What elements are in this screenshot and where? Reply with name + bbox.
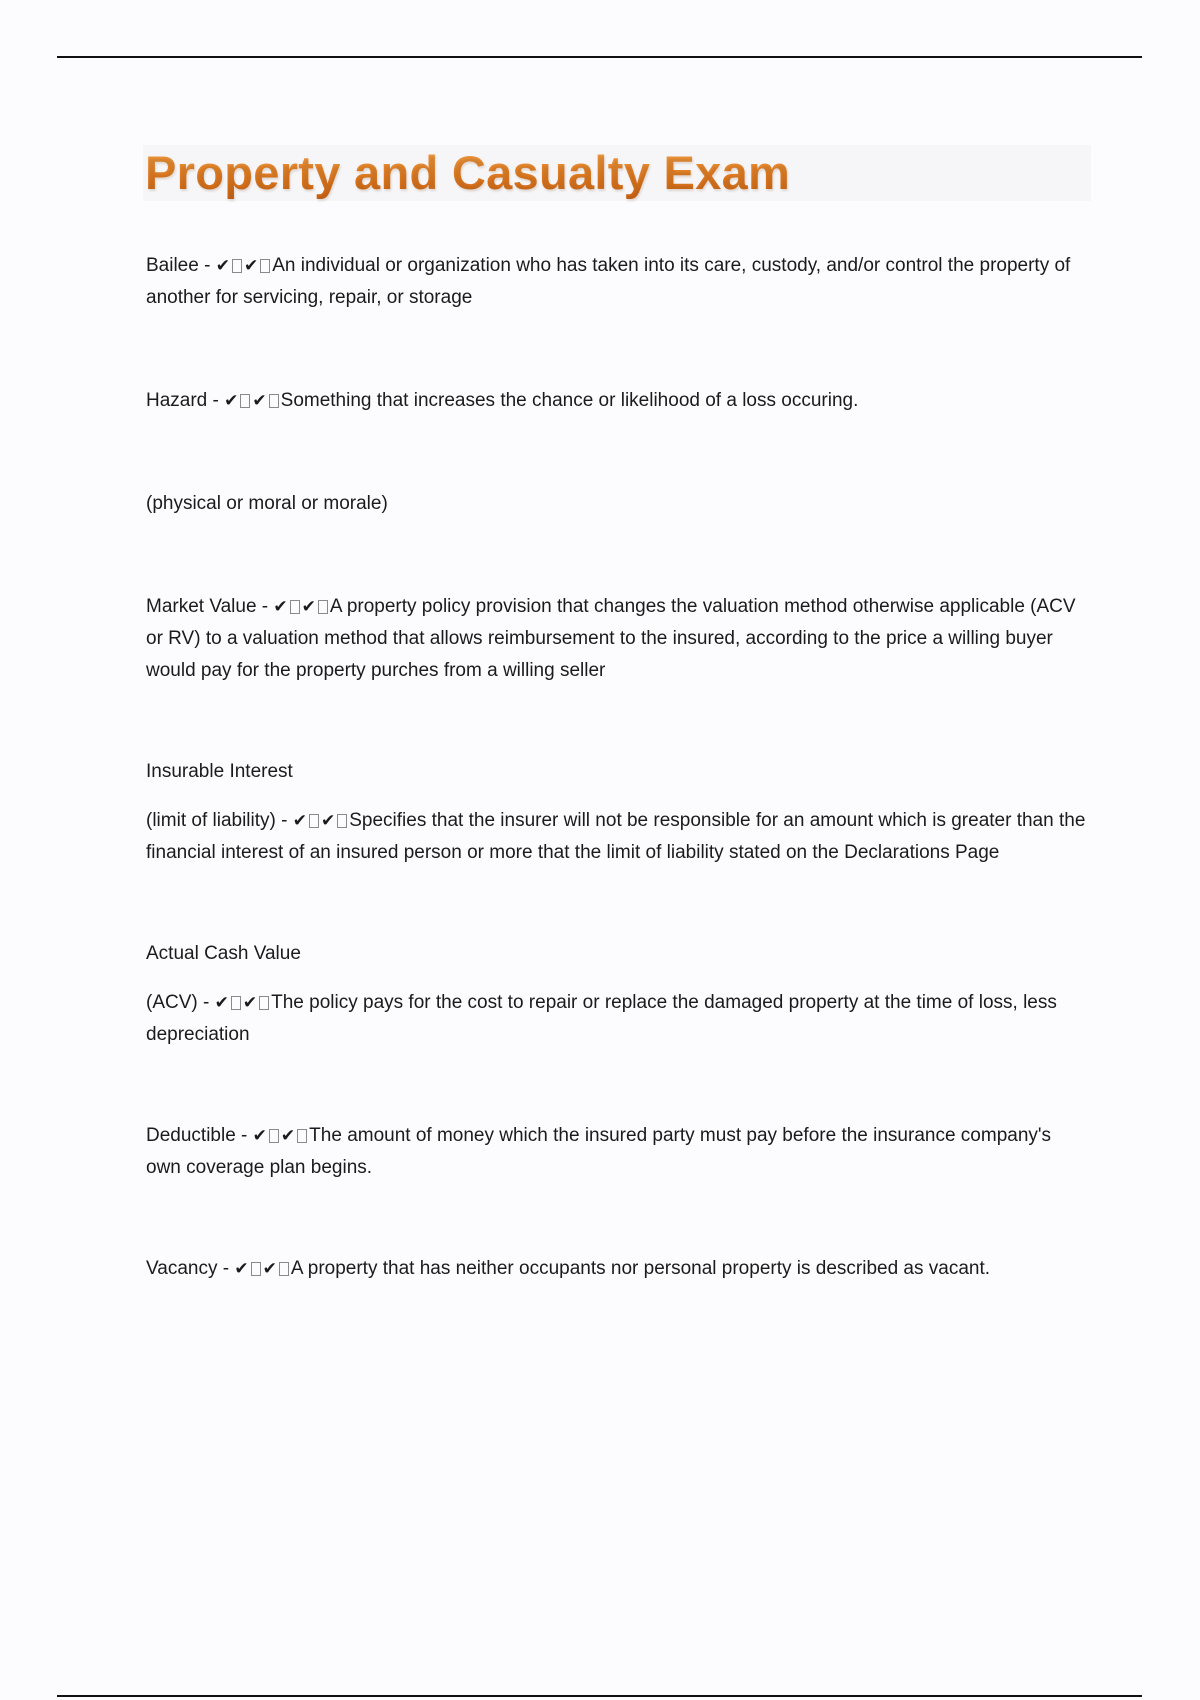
check-icon: ✔ bbox=[280, 1126, 296, 1146]
box-icon bbox=[269, 394, 279, 408]
entry-term: (limit of liability) bbox=[146, 810, 276, 831]
check-icon: ✔ bbox=[292, 811, 307, 831]
check-icon: ✔ bbox=[252, 391, 267, 411]
check-icon: ✔ bbox=[234, 1259, 249, 1279]
flashcard-list bbox=[146, 250, 1086, 1285]
entry-term: Bailee bbox=[146, 255, 199, 276]
entry-definition: The policy pays for the cost to repair or replace the damaged property at the time of loss, less depreciation bbox=[146, 992, 1057, 1045]
box-icon bbox=[251, 1262, 261, 1276]
entry-heading: Actual Cash Value bbox=[146, 943, 301, 964]
entry-term: Hazard bbox=[146, 390, 208, 411]
entry-heading: Insurable Interest bbox=[146, 761, 293, 782]
entry-market-value: Market Value - ✔ ✔ A property policy provision that changes the valuation method otherwise applicable (ACV or RV) to a valuation method that allows reimbursement to the insured, according to the price a willing buyer would pay for the property purches from a willing seller bbox=[146, 596, 1076, 681]
box-icon bbox=[318, 600, 328, 614]
check-icon: ✔ bbox=[224, 391, 239, 411]
entry-definition: A property policy provision that changes the valuation method otherwise applicable (ACV or RV) to a valuation method that allows reimbursement to the insured, according to the price a willing buyer would pay for the property purches from a willing seller bbox=[146, 596, 1076, 681]
box-icon bbox=[231, 996, 241, 1010]
entry-note: (physical or moral or morale) bbox=[146, 493, 388, 514]
entry-vacancy: Vacancy - ✔ ✔ A property that has neither occupants nor personal property is described as vacant. bbox=[146, 1258, 991, 1279]
entry-term: Market Value bbox=[146, 596, 257, 617]
box-icon bbox=[279, 1262, 289, 1276]
box-icon bbox=[297, 1129, 307, 1143]
check-icon: ✔ bbox=[273, 597, 288, 617]
entry-term: Deductible bbox=[146, 1125, 236, 1146]
box-icon bbox=[259, 996, 269, 1010]
box-icon bbox=[260, 259, 270, 273]
check-icon: ✔ bbox=[242, 993, 258, 1013]
entry-definition: The amount of money which the insured party must pay before the insurance company's own coverage plan begins. bbox=[146, 1125, 1052, 1178]
entry-term: Vacancy bbox=[146, 1258, 218, 1279]
box-icon bbox=[269, 1129, 279, 1143]
entry-definition: A property that has neither occupants nor personal property is described as vacant. bbox=[290, 1258, 991, 1279]
box-icon bbox=[232, 259, 242, 273]
entry-hazard: Hazard - ✔ ✔ Something that increases the chance or likelihood of a loss occuring. bbox=[146, 390, 859, 411]
header-rule bbox=[57, 56, 1142, 58]
check-icon: ✔ bbox=[301, 597, 316, 617]
entry-definition: An individual or organization who has taken into its care, custody, and/or control the property of another for servicing, repair, or storage bbox=[146, 255, 1071, 308]
box-icon bbox=[290, 600, 300, 614]
entry-definition: Something that increases the chance or likelihood of a loss occuring. bbox=[280, 390, 859, 411]
document-title: Property and Casualty Exam bbox=[145, 146, 791, 199]
entry-definition: Specifies that the insurer will not be responsible for an amount which is greater than the financial interest of an insured person or more that the limit of liability stated on the Declarations Page bbox=[146, 810, 1086, 863]
entry-insurable-interest: (limit of liability) - ✔ ✔ Specifies that the insurer will not be responsible for an amount which is greater than the financial interest of an insured person or more that the limit of liability stated on the Declarations Page bbox=[146, 810, 1086, 863]
check-icon: ✔ bbox=[215, 256, 230, 276]
box-icon bbox=[337, 814, 347, 828]
entry-deductible: Deductible - ✔ ✔ The amount of money which the insured party must pay before the insurance company's own coverage plan begins. bbox=[146, 1125, 1052, 1178]
check-icon: ✔ bbox=[243, 256, 259, 276]
check-icon: ✔ bbox=[262, 1259, 277, 1279]
check-icon: ✔ bbox=[214, 993, 229, 1013]
footer-rule bbox=[57, 1695, 1142, 1697]
entry-actual-cash-value: (ACV) - ✔ ✔ The policy pays for the cost to repair or replace the damaged property at the time of loss, less depreciation bbox=[146, 992, 1057, 1045]
check-icon: ✔ bbox=[252, 1126, 267, 1146]
entry-bailee: Bailee - ✔ ✔ An individual or organization who has taken into its care, custody, and/or control the property of another for servicing, repair, or storage bbox=[146, 255, 1071, 308]
box-icon bbox=[240, 394, 250, 408]
box-icon bbox=[309, 814, 319, 828]
entry-term: (ACV) bbox=[146, 992, 198, 1013]
check-icon: ✔ bbox=[321, 811, 336, 831]
